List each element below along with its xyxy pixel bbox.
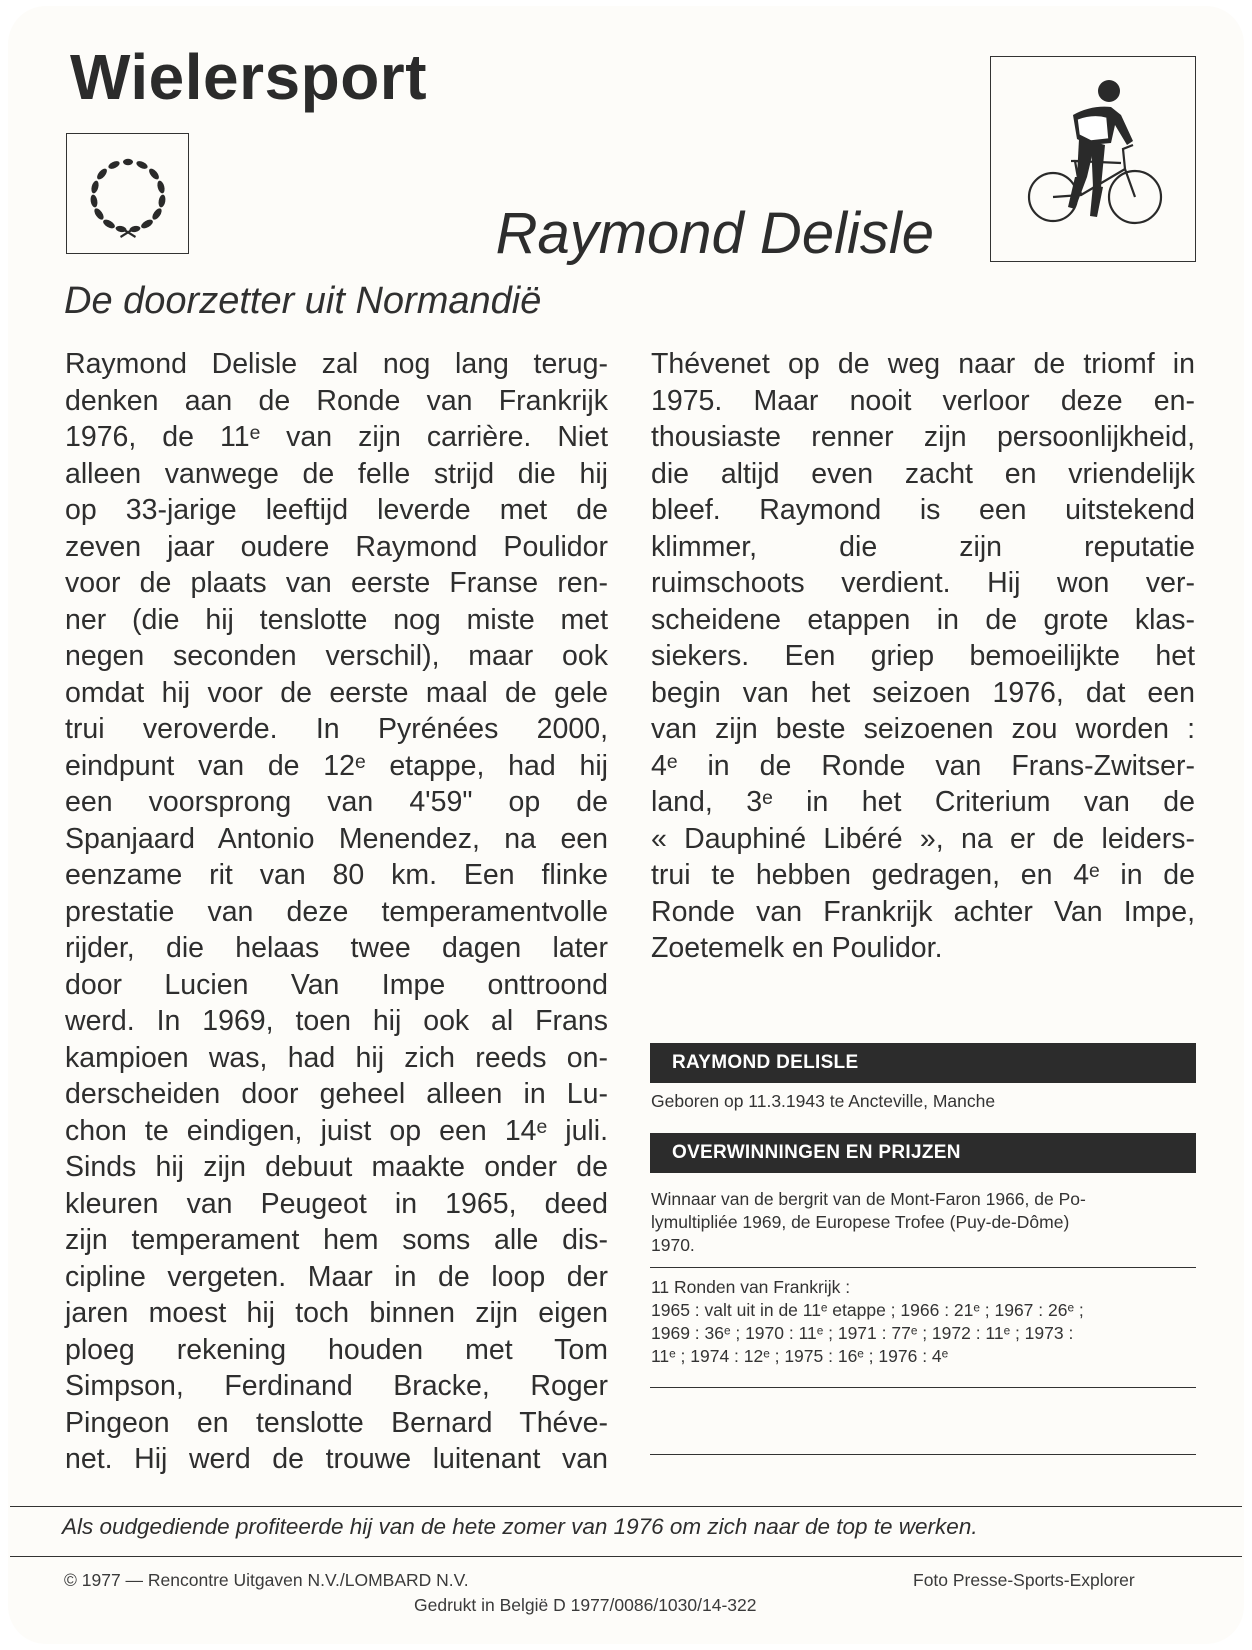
article-line: rijder, die helaas twee dagen later [65,932,608,964]
photo-credit: Foto Presse-Sports-Explorer [913,1570,1135,1590]
article-line: zijn temperament hem soms alle dis- [65,1224,608,1256]
article-line: Spanjaard Antonio Menendez, na een [65,822,608,855]
subtitle: De doorzetter uit Normandië [64,280,542,322]
copyright: © 1977 — Rencontre Uitgaven N.V./LOMBARD N.V. [64,1570,469,1590]
athlete-name: Raymond Delisle [495,201,934,266]
article-line: land, 3ᵉ in het Criterium van de [651,786,1195,818]
article-line: trui veroverde. In Pyrénées 2000, [65,713,608,745]
article-line: 4ᵉ in de Ronde van Frans-Zwitser- [651,749,1195,782]
article-line: zeven jaar oudere Raymond Poulidor [65,530,608,563]
cyclist-frame [990,56,1196,262]
article-line: begin van het seizoen 1976, dat een [651,676,1195,709]
cyclist-icon [1013,69,1173,249]
wins-line: Winnaar van de bergrit van de Mont-Faron 1966, de Po- [651,1189,1086,1209]
article-line: werd. In 1969, toen hij ook al Frans [65,1005,608,1037]
article-line: 1976, de 11ᵉ van zijn carrière. Niet [65,421,608,453]
tour-line: 11 Ronden van Frankrijk : [651,1277,851,1297]
article-line: cipline vergeten. Maar in de loop der [65,1260,608,1293]
wins-line: 1970. [651,1235,695,1255]
article-line: omdat hij voor de eerste maal de gele [65,676,608,709]
article-line: denken aan de Ronde van Frankrijk [65,384,608,417]
article-line: Pingeon en tenslotte Bernard Théve- [65,1406,608,1439]
article-line: door Lucien Van Impe onttroond [65,968,608,1001]
article-line: prestatie van deze temperamentvolle [65,895,608,928]
article-line: ruimschoots verdient. Hij won ver- [651,567,1195,599]
print-info: Gedrukt in België D 1977/0086/1030/14-322 [414,1595,757,1615]
wins-text [651,1188,1196,1257]
tagline-rule-top [10,1506,1242,1507]
article-line: Simpson, Ferdinand Bracke, Roger [65,1370,608,1402]
article-line: 1975. Maar nooit verloor deze en- [651,384,1195,417]
wins-line: lymultipliée 1969, de Europese Trofee (Puy-de-Dôme) [651,1212,1070,1232]
tagline-rule-bottom [10,1556,1242,1557]
tour-line: 1969 : 36ᵉ ; 1970 : 11ᵉ ; 1971 : 77ᵉ ; 1972 : 11ᵉ ; 1973 : [651,1323,1074,1343]
tagline: Als oudgediende profiteerde hij van de hete zomer van 1976 om zich naar de top te werken. [62,1514,978,1539]
article-line: Zoetemelk en Poulidor. [651,932,943,964]
article-line: chon te eindigen, juist op een 14ᵉ juli. [65,1114,608,1147]
article-line: kampioen was, had hij zich reeds on- [65,1041,608,1074]
article-line: bleef. Raymond is een uitstekend [651,494,1195,526]
article-line: eenzame rit van 80 km. Een flinke [65,859,608,891]
article-line: voor de plaats van eerste Franse ren- [65,567,608,599]
article-line: trui te hebben gedragen, en 4ᵉ in de [651,859,1195,891]
divider [650,1267,1196,1268]
article-line: die altijd even zacht en vriendelijk [651,457,1195,490]
tour-results [651,1276,1196,1368]
article-line: alleen vanwege de felle strijd die hij [65,457,608,490]
article-line: scheidene etappen in de grote klas- [651,603,1195,636]
article-line: Raymond Delisle zal nog lang terug- [65,348,608,380]
article-column-2 [651,346,1195,967]
tour-line: 1965 : valt uit in de 11ᵉ etappe ; 1966 : 21ᵉ ; 1967 : 26ᵉ ; [651,1300,1084,1320]
profile-heading: RAYMOND DELISLE [650,1043,1196,1083]
article-line: Thévenet op de weg naar de triomf in [651,348,1195,380]
article-line: een voorsprong van 4'59" op de [65,786,608,818]
sport-title: Wielersport [70,41,427,113]
article-line: Ronde van Frankrijk achter Van Impe, [651,895,1195,928]
tour-line: 11ᵉ ; 1974 : 12ᵉ ; 1975 : 16ᵉ ; 1976 : 4ᵉ [651,1346,949,1366]
article-line: klimmer, die zijn reputatie [651,530,1195,563]
divider [650,1387,1196,1388]
article-line: ner (die hij tenslotte nog miste met [65,603,608,636]
article-line: « Dauphiné Libéré », na er de leiders- [651,822,1195,855]
article-line: derscheiden door geheel alleen in Lu- [65,1078,608,1110]
article-line: van zijn beste seizoenen zou worden : [651,713,1195,745]
article-line: Sinds hij zijn debuut maakte onder de [65,1151,608,1183]
article-line: net. Hij werd de trouwe luitenant van [65,1443,608,1475]
emblem-frame [66,133,189,254]
article-line: negen seconden verschil), maar ook [65,640,608,672]
article-line: jaren moest hij toch binnen zijn eigen [65,1297,608,1329]
article-line: thousiaste renner zijn persoonlijkheid, [651,421,1195,453]
palmares-heading: OVERWINNINGEN EN PRIJZEN [650,1133,1196,1173]
article-line: siekers. Een griep bemoeilijkte het [651,640,1195,672]
article-line: kleuren van Peugeot in 1965, deed [65,1187,608,1220]
article-column-1 [65,346,608,1478]
article-line: eindpunt van de 12ᵉ etappe, had hij [65,749,608,782]
laurel-wreath-icon [78,146,178,242]
article-line: ploeg rekening houden met Tom [65,1333,608,1366]
article-line: op 33-jarige leeftijd leverde met de [65,494,608,526]
divider [650,1454,1196,1455]
birth-info: Geboren op 11.3.1943 te Ancteville, Manche [651,1091,996,1111]
